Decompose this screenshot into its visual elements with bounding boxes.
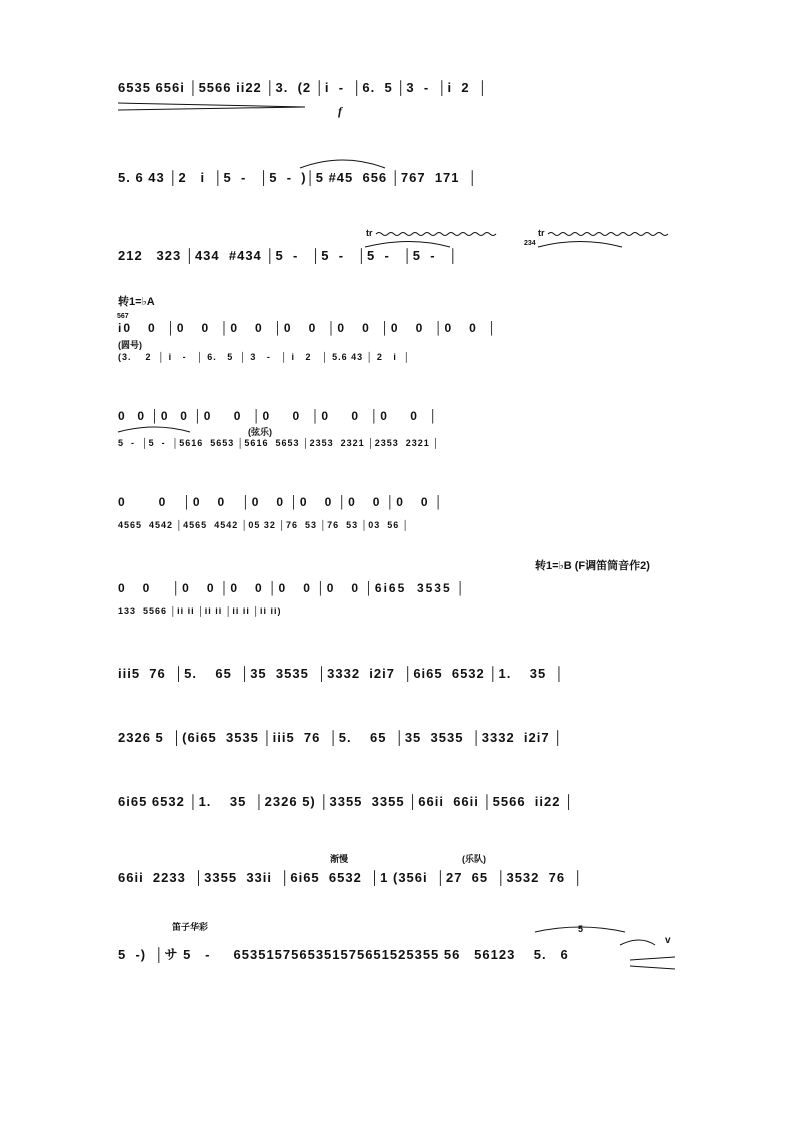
- score-row-6-accompaniment: 4565 4542 │4565 4542 │05 32 │76 53 │76 53 │03 56 │: [118, 520, 410, 530]
- hairpin-end-lower: [630, 966, 675, 969]
- label-horn: (圆号): [118, 340, 142, 350]
- band-label: (乐队): [462, 854, 486, 864]
- score-row-3: 212 323 │434 #434 │5 - │5 - │5 - │5 - │: [118, 248, 459, 263]
- score-row-11: 66ii 2233 │3355 33ii │6i65 6532 │1 (356i │27 65 │3532 76 │: [118, 870, 584, 885]
- grace-notes-1: 567: [117, 313, 129, 320]
- score-row-2: 5. 6 43 │2 i │5 - │5 - )│5 #45 656 │767 171 │: [118, 170, 478, 185]
- score-row-1: 6535 656i │5566 ii22 │3. (2 │i - │6. 5 │3 - │i 2 │: [118, 80, 488, 95]
- key-change-1: 转1=♭A: [118, 296, 155, 308]
- trill-label-1: tr: [366, 228, 373, 238]
- score-row-7-accompaniment: 133 5566 │ii ii │ii ii │ii ii │ii ii): [118, 606, 282, 616]
- score-row-5-accompaniment: 5 - │5 - │5616 5653 │5616 5653 │2353 2321 │2353 2321 │: [118, 438, 440, 448]
- slur-4: [118, 427, 190, 432]
- label-strings: (弦乐): [248, 427, 272, 437]
- flute-cadenza-label: 笛子华彩: [172, 922, 209, 932]
- trill-label-2: tr: [538, 228, 545, 238]
- hairpin-upper: [118, 103, 305, 107]
- slur-2: [365, 242, 450, 248]
- score-row-9: 2326 5 │(6i65 3535 │iii5 76 │5. 65 │35 3535 │3332 i2i7 │: [118, 730, 564, 745]
- score-row-8: iii5 76 │5. 65 │35 3535 │3332 i2i7 │6i65 6532 │1. 35 │: [118, 666, 565, 681]
- score-row-5-rests: 0 0 │0 0 │0 0 │0 0 │0 0 │0 0 │: [118, 409, 440, 423]
- trill-wave-1: [376, 233, 496, 236]
- breath-mark: v: [665, 935, 671, 946]
- trill-wave-2: [548, 233, 668, 236]
- score-row-6-rests: 0 0 │0 0 │0 0 │0 0 │0 0 │0 0 │: [118, 495, 445, 509]
- dynamic-forte: f: [338, 104, 342, 118]
- score-row-12: 5 -) │サ 5 - 6535157565351575651525355 56 56123 5. 6: [118, 947, 569, 962]
- score-row-4-accompaniment: (3. 2 │ i - │ 6. 5 │ 3 - │ i 2 │ 5.6 43 │ 2 i │: [118, 352, 411, 362]
- hairpin-end-upper: [630, 957, 675, 960]
- slur-6: [620, 940, 655, 945]
- slur-3: [538, 242, 622, 248]
- tempo-marking: 渐慢: [330, 854, 349, 864]
- score-row-7-rests: 0 0 │0 0 │0 0 │0 0 │0 0 │6i65 3535 │: [118, 581, 467, 595]
- score-row-10: 6i65 6532 │1. 35 │2326 5) │3355 3355 │66ii 66ii │5566 ii22 │: [118, 794, 575, 809]
- key-change-2: 转1=♭B (F调笛筒音作2): [535, 560, 650, 572]
- slur-1: [300, 160, 385, 168]
- tuplet-number: 5: [578, 924, 584, 934]
- hairpin-lower: [118, 107, 305, 110]
- score-row-4-rests: i0 0 │0 0 │0 0 │0 0 │0 0 │0 0 │0 0 │: [118, 321, 498, 335]
- grace-notes-2: 234: [524, 240, 536, 247]
